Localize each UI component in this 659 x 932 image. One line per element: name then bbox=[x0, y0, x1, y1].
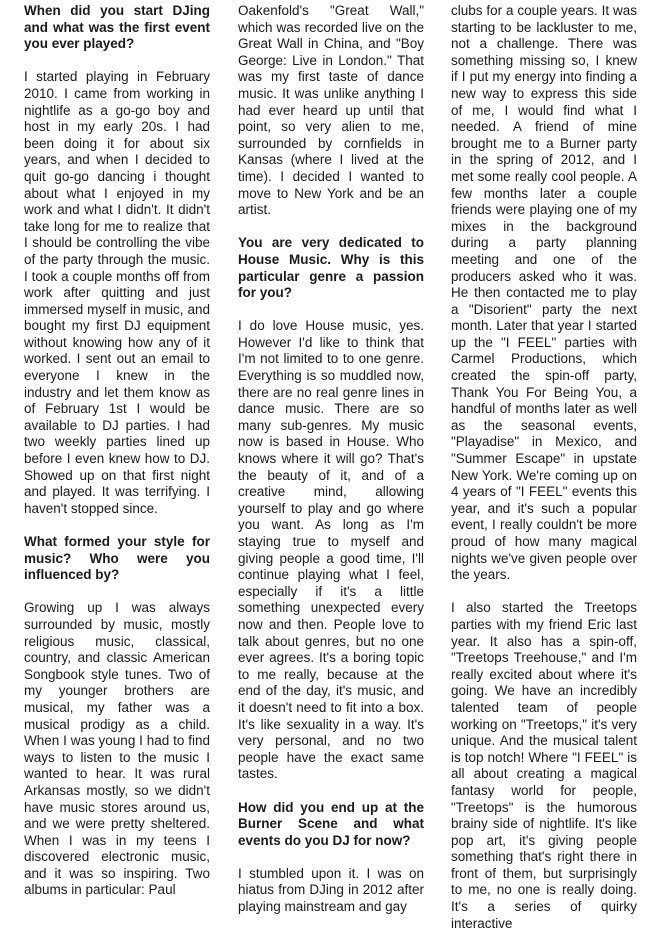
answer-style-influences-part2: Oakenfold's "Great Wall," which was recorded live on the Great Wall in China, and "Boy George: Live in London." That was my first taste of dance music. It was unlike anything I had ever heard up until that point, so very alien to me, surrounded by cornfields in Kansas (where I lived at the time). I decided I wanted to move to New York and be an artist. bbox=[238, 3, 424, 218]
question-burner-scene: How did you end up at the Burner Scene and what events do you DJ for now? bbox=[238, 799, 424, 848]
answer-burner-scene-part1: I stumbled upon it. I was on hiatus from DJing in 2012 after playing mainstream and gay bbox=[238, 865, 424, 915]
answer-burner-scene-part2: clubs for a couple years. It was starting to be lackluster to me, not a challenge. There was something missing so, I knew if I put my energy into finding a new way to express this side of me, I would find what I needed. A friend of mine brought me to a Burner party in the spring of 2012, and I met some really cool people. A few months later a couple friends were playing one of my mixes in the background during a party planning meeting and one of the producers asked who it was. He then contacted me to play a "Disorient" party the next month. Later that year I started up the "I FEEL" parties with Carmel Productions, which created the spin-off party, Thank You For Being You, a handful of months later as well as the seasonal events, "Playadise" in Mexico, and "Summer Escape" in upstate New York. We're coming up on 4 years of "I FEEL" events this year, and it's such a popular event, I really couldn't be more proud of how many magical nights we've given people over the years. bbox=[451, 3, 637, 583]
answer-house-music: I do love House music, yes. However I'd like to think that I'm not limited to to one genre. Everything is so muddled now, there are no real genre lines in dance music. There are so many sub-genres. My music now is based in House. Who knows where it will go? That's the beauty of it, and of a creative mind, allowing yourself to play and go where you want. As long as I'm staying true to myself and giving people a good time, I'll continue playing what I feel, especially if it's a little something unexpected every now and then. People love to talk about genres, but no one ever agrees. It's a boring topic to me really, because at the end of the day, it's music, and it doesn't need to fit into a box. It's like sexuality in a way. It's very personal, and no two people have the exact same tastes. bbox=[238, 318, 424, 782]
column-2 bbox=[238, 3, 424, 916]
answer-style-influences-part1: Growing up I was always surrounded by music, mostly religious music, classical, country, and classic American Songbook style tunes. Two of my younger brothers are musical, my father was a musical prodigy as a child. When I was young I had to find ways to listen to the music I wanted to hear. It was rural Arkansas mostly, so we didn't have music stores around us, and we were pretty sheltered. When I was in my teens I discovered electronic music, and it was so inspiring. Two albums in particular: Paul bbox=[24, 600, 210, 898]
question-house-music: You are very dedicated to House Music. Why is this particular genre a passion for you? bbox=[238, 235, 424, 301]
column-3 bbox=[451, 3, 637, 932]
question-style-influences: What formed your style for music? Who were you influenced by? bbox=[24, 534, 210, 583]
column-1 bbox=[24, 3, 210, 899]
answer-treetops: I also started the Treetops parties with my friend Eric last year. It also has a spin-off, "Treetops Treehouse," and I'm really excited about where it's going. We have an incredibly talented team of people working on "Treetops," it's very unique. And the musical talent is top notch! Where "I FEEL" is all about creating a magical fantasy world for people, "Treetops" is the humorous brainy side of nightlife. It's like pop art, it's giving people something that's right there in front of them, but surprisingly to me, no one is really doing. It's a series of quirky interactive bbox=[451, 600, 637, 931]
question-first-event: When did you start DJing and what was the first event you ever played? bbox=[24, 3, 210, 52]
answer-first-event: I started playing in February 2010. I came from working in nightlife as a go-go boy and host in my early 20s. I had been doing it for about six years, and when I decided to quit go-go dancing i thought about what I enjoyed in my work and what I didn't. It didn't take long for me to realize that I should be controlling the vibe of the party through the music. I took a couple months off from work after quitting and just immersed myself in music, and bought my first DJ equipment without knowing how any of it worked. I sent out an email to everyone I knew in the industry and let them know as of February 1st I would be available to DJ parties. I had two weekly parties lined up before I even knew how to DJ. Showed up on that first night and played. It was terrifying. I haven't stopped since. bbox=[24, 69, 210, 516]
